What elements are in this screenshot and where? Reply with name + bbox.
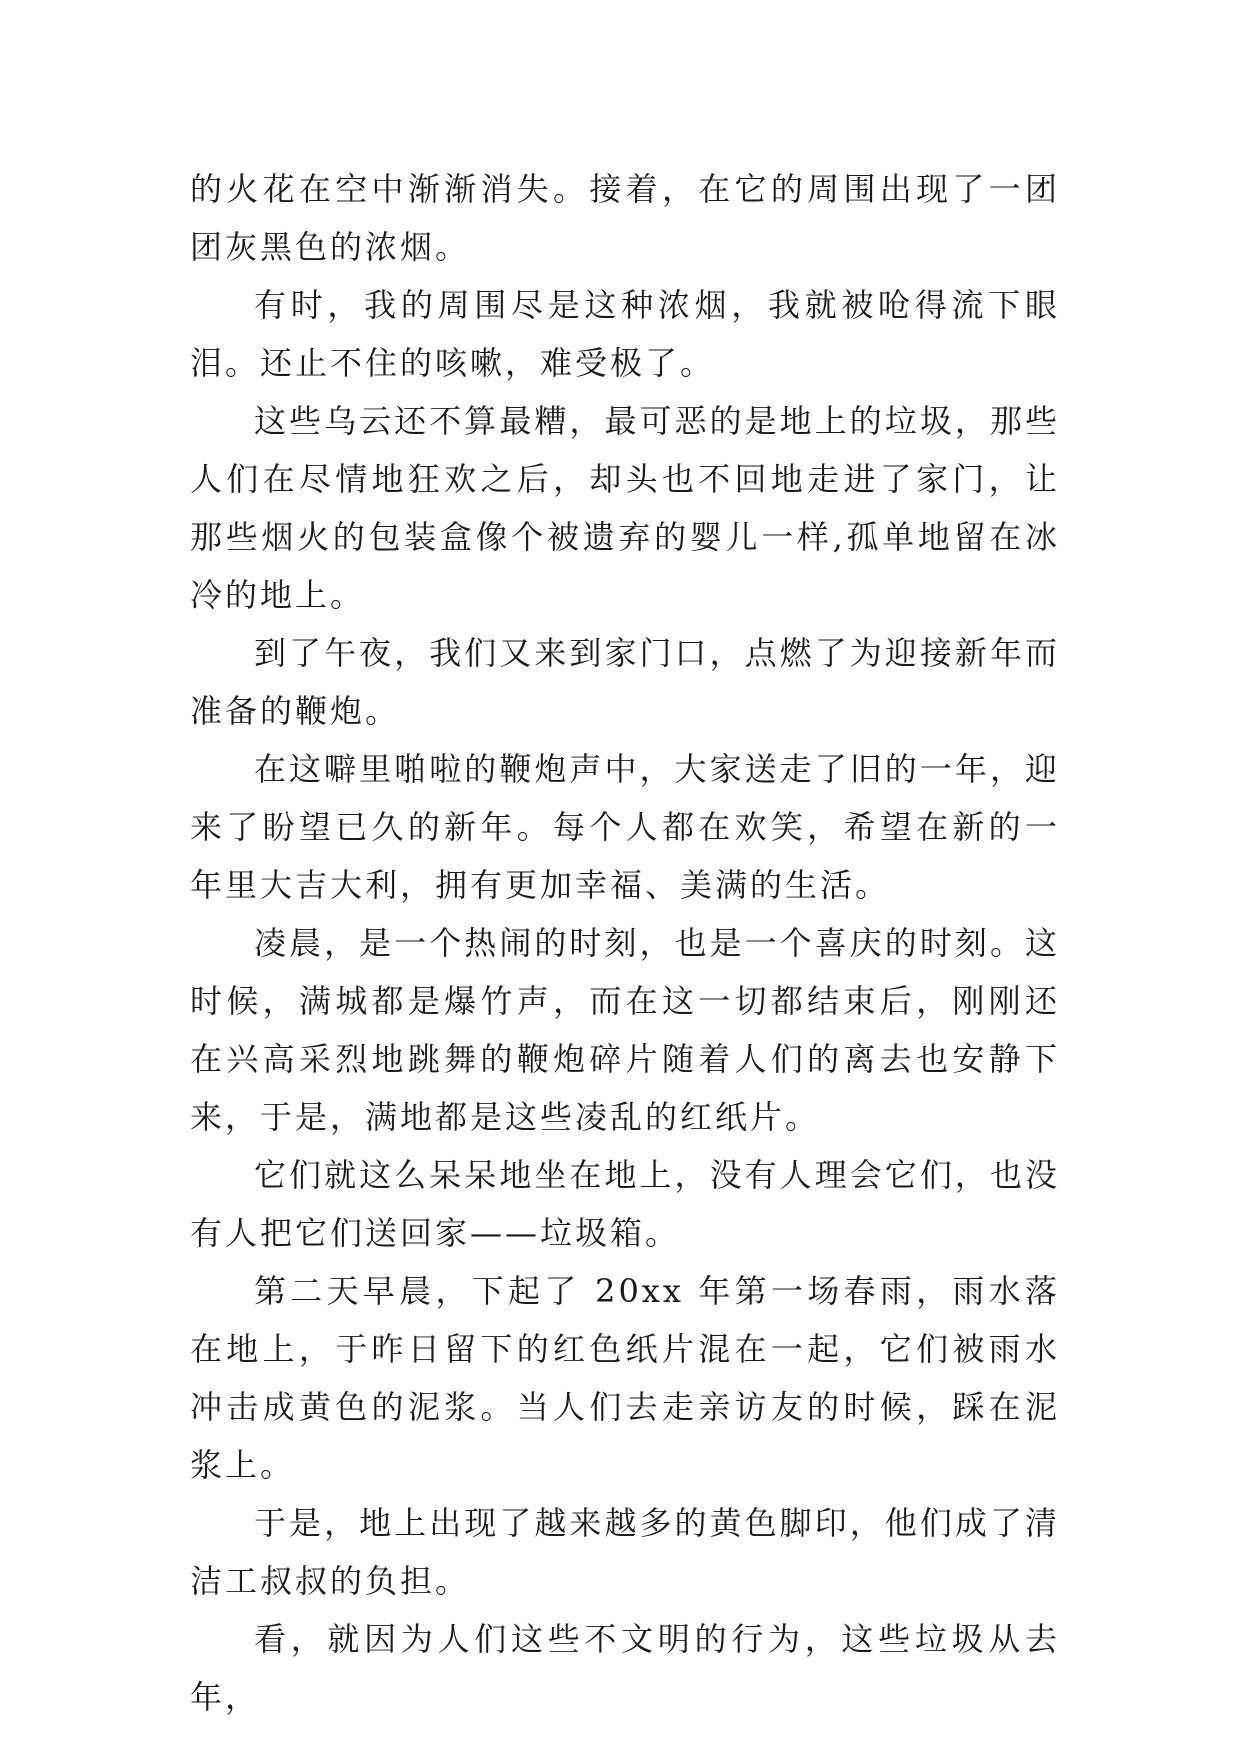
paragraph: 的火花在空中渐渐消失。接着，在它的周围出现了一团团灰黑色的浓烟。 [190,170,1060,266]
paragraph: 有时，我的周围尽是这种浓烟，我就被呛得流下眼泪。还止不住的咳嗽，难受极了。 [190,286,1060,382]
paragraph: 第二天早晨，下起了 20xx 年第一场春雨，雨水落在地上，于昨日留下的红色纸片混在一起，它们被雨水冲击成黄色的泥浆。当人们去走亲访友的时候，踩在泥浆上。 [190,1272,1060,1484]
document-body [190,160,1060,1726]
paragraph: 看，就因为人们这些不文明的行为，这些垃圾从去年， [190,1620,1060,1716]
paragraph: 在这噼里啪啦的鞭炮声中，大家送走了旧的一年，迎来了盼望已久的新年。每个人都在欢笑，希望在新的一年里大吉大利，拥有更加幸福、美满的生活。 [190,750,1060,904]
paragraph: 它们就这么呆呆地坐在地上，没有人理会它们，也没有人把它们送回家——垃圾箱。 [190,1156,1060,1252]
paragraph: 凌晨，是一个热闹的时刻，也是一个喜庆的时刻。这时候，满城都是爆竹声，而在这一切都结束后，刚刚还在兴高采烈地跳舞的鞭炮碎片随着人们的离去也安静下来，于是，满地都是这些凌乱的红纸片。 [190,924,1060,1136]
paragraph: 这些乌云还不算最糟，最可恶的是地上的垃圾，那些人们在尽情地狂欢之后，却头也不回地走进了家门，让那些烟火的包装盒像个被遗弃的婴儿一样,孤单地留在冰冷的地上。 [190,402,1060,614]
paragraph: 到了午夜，我们又来到家门口，点燃了为迎接新年而准备的鞭炮。 [190,634,1060,730]
paragraph: 于是，地上出现了越来越多的黄色脚印，他们成了清洁工叔叔的负担。 [190,1504,1060,1600]
